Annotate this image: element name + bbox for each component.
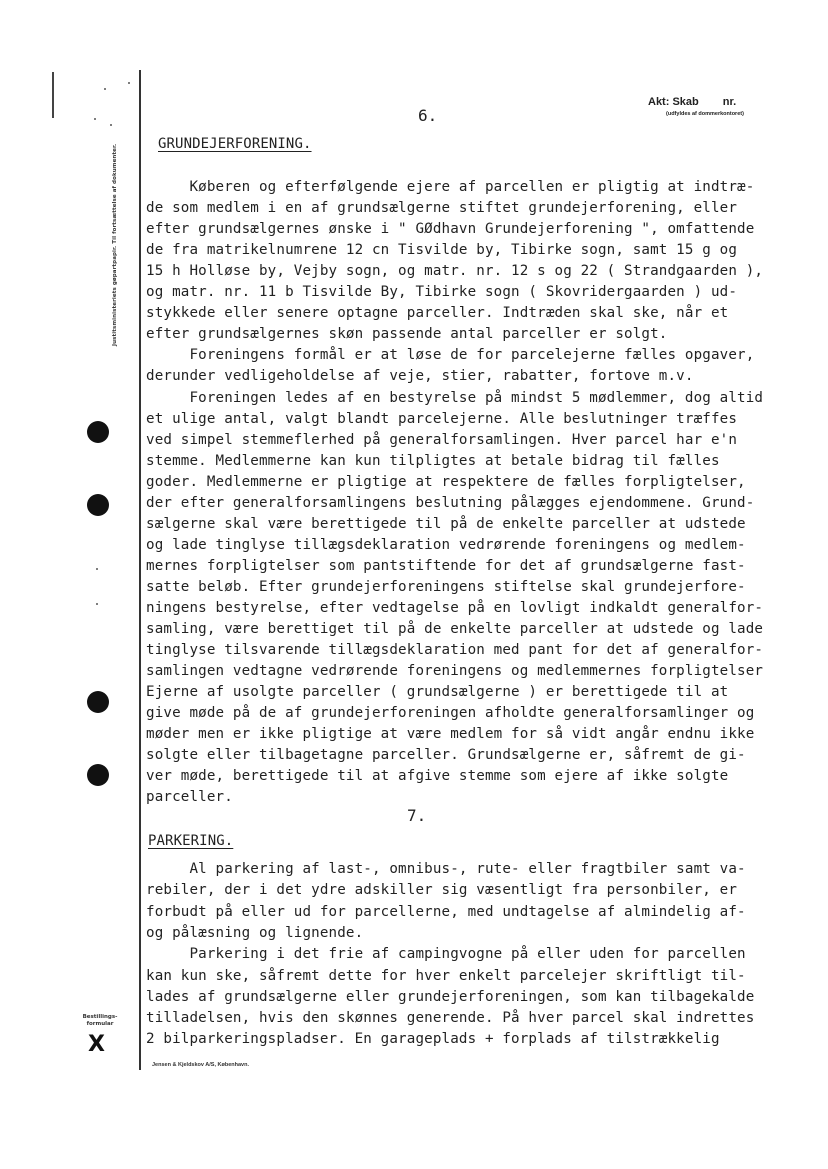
text-line: Foreningens formål er at løse de for parcelejerne fælles opgaver, [146,347,755,364]
text-line: mernes forpligtelser som pantstiftende for det af grundsælgerne fast- [146,557,746,574]
text-line: lades af grundsælgerne eller grundejerforeningen, som kan tilbagekalde [146,988,755,1005]
punch-hole [87,764,109,786]
section-heading: GRUNDEJERFORENING. [158,136,312,152]
text-line: ved simpel stemmeflerhed på generalforsamlingen. Hver parcel har e'n [146,431,738,448]
text-line: stemme. Medlemmerne kan kun tilpligtes at betale bidrag til fælles [146,452,720,469]
text-line: efter grundsælgernes ønske i " GØdhavn Grundejerforening ", omfattende [146,221,755,238]
speck [104,88,106,90]
akt-sublabel: (udfyldes af dommerkontoret) [666,111,744,117]
text-line: der efter generalforsamlingens beslutning pålægges ejendommene. Grund- [146,494,755,511]
text-line: sælgerne skal være berettigede til på de enkelte parceller at udstede [146,515,746,532]
akt-nr-label: nr. [722,96,737,108]
text-line: de fra matrikelnumrene 12 cn Tisvilde by, Tibirke sogn, samt 15 g og [146,242,738,259]
text-line: og pålæsning og lignende. [146,924,364,941]
order-form-label [80,1014,120,1028]
speck [96,603,98,605]
margin-rule-short [52,72,54,118]
text-line: de som medlem i en af grundsælgerne stiftet grundejerforening, eller [146,200,738,217]
text-line: samling, være berettiget til på de enkelte parceller at udstede og lade [146,621,764,638]
text-line: efter grundsælgernes skøn passende antal parceller er solgt. [146,326,668,343]
speck [110,124,112,126]
section-number: 7. [407,806,427,825]
text-line: stykkede eller senere optagne parceller. Indtræden skal ske, når et [146,305,729,322]
text-line: satte beløb. Efter grundejerforeningens stiftelse skal grundejerfore- [146,578,746,595]
text-line: 2 bilparkeringspladser. En garageplads + forplads af tilstrækkelig [146,1031,720,1048]
order-form-label-line: formular [86,1021,114,1027]
text-line: Al parkering af last-, omnibus-, rute- eller fragtbiler samt va- [146,861,746,877]
text-line: og lade tinglyse tillægsdeklaration vedrørende foreningens og medlem- [146,536,746,553]
section-heading: PARKERING. [148,833,234,849]
text-line: goder. Medlemmerne er pligtige at respektere de fælles forpligtelser, [146,473,746,490]
text-line: Foreningen ledes af en bestyrelse på mindst 5 mødlemmer, dog altid [146,389,764,406]
text-line: Køberen og efterfølgende ejere af parcellen er pligtig at indtræ- [146,179,755,195]
text-line: forbudt på eller ud for parcellerne, med undtagelse af almindelig af- [146,903,746,920]
margin-rule [139,70,141,1070]
speck [128,82,130,84]
text-line: møder men er ikke pligtige at være medlem for så vidt angår endnu ikke [146,726,755,743]
speck [94,118,96,120]
text-line: ver møde, berettigede til at afgive stemme som ejere af ikke solgte [146,768,729,785]
text-line: kan kun ske, såfremt dette for hver enkelt parcelejer skriftligt til- [146,967,746,984]
text-line: solgte eller tilbagetagne parceller. Grundsælgerne er, såfremt de gi- [146,747,746,764]
text-line: ningens bestyrelse, efter vedtagelse på en lovligt indkaldt generalfor- [146,600,764,616]
text-line: parceller. [146,789,233,806]
text-line: Parkering i det frie af campingvogne på eller uden for parcellen [146,946,746,963]
text-line: derunder vedligeholdelse af veje, stier, rabatter, fortove m.v. [146,368,694,385]
text-line: Ejerne af usolgte parceller ( grundsælgerne ) er berettigede til at [146,684,729,701]
form-mark: X [88,1032,105,1057]
text-line: tilladelsen, hvis den skønnes generende. På hver parcel skal indrettes [146,1010,755,1027]
printer-imprint: Jensen & Kjeldskov A/S, København. [152,1062,249,1068]
text-line: og matr. nr. 11 b Tisvilde By, Tibirke sogn ( Skovridergaarden ) ud- [146,284,738,301]
punch-hole [87,421,109,443]
speck [96,568,98,570]
text-line: tinglyse tilsvarende tillægsdeklaration med pant for det af generalfor- [146,642,764,659]
punch-hole [87,691,109,713]
punch-hole [87,494,109,516]
text-line: rebiler, der i det ydre adskiller sig væsentligt fra personbiler, er [146,882,738,899]
text-line: 15 h Holløse by, Vejby sogn, og matr. nr. 12 s og 22 ( Strandgaarden ), [146,263,764,280]
text-line: et ulige antal, valgt blandt parcelejerne. Alle beslutninger træffes [146,410,738,427]
vertical-margin-text: Justitsministeriets gøpartpapir. Til fortsættelse af dokumenter. [112,143,118,346]
akt-box [648,92,744,117]
text-line: give møde på de af grundejerforeningen afholdte generalforsamlinger og [146,705,755,722]
akt-label: Akt: Skab [648,96,699,108]
text-line: samlingen vedtagne vedrørende foreningens og medlemmernes forpligtelser [146,663,764,680]
order-form-label-line: Bestillings- [82,1014,118,1020]
page-number: 6. [418,106,438,125]
